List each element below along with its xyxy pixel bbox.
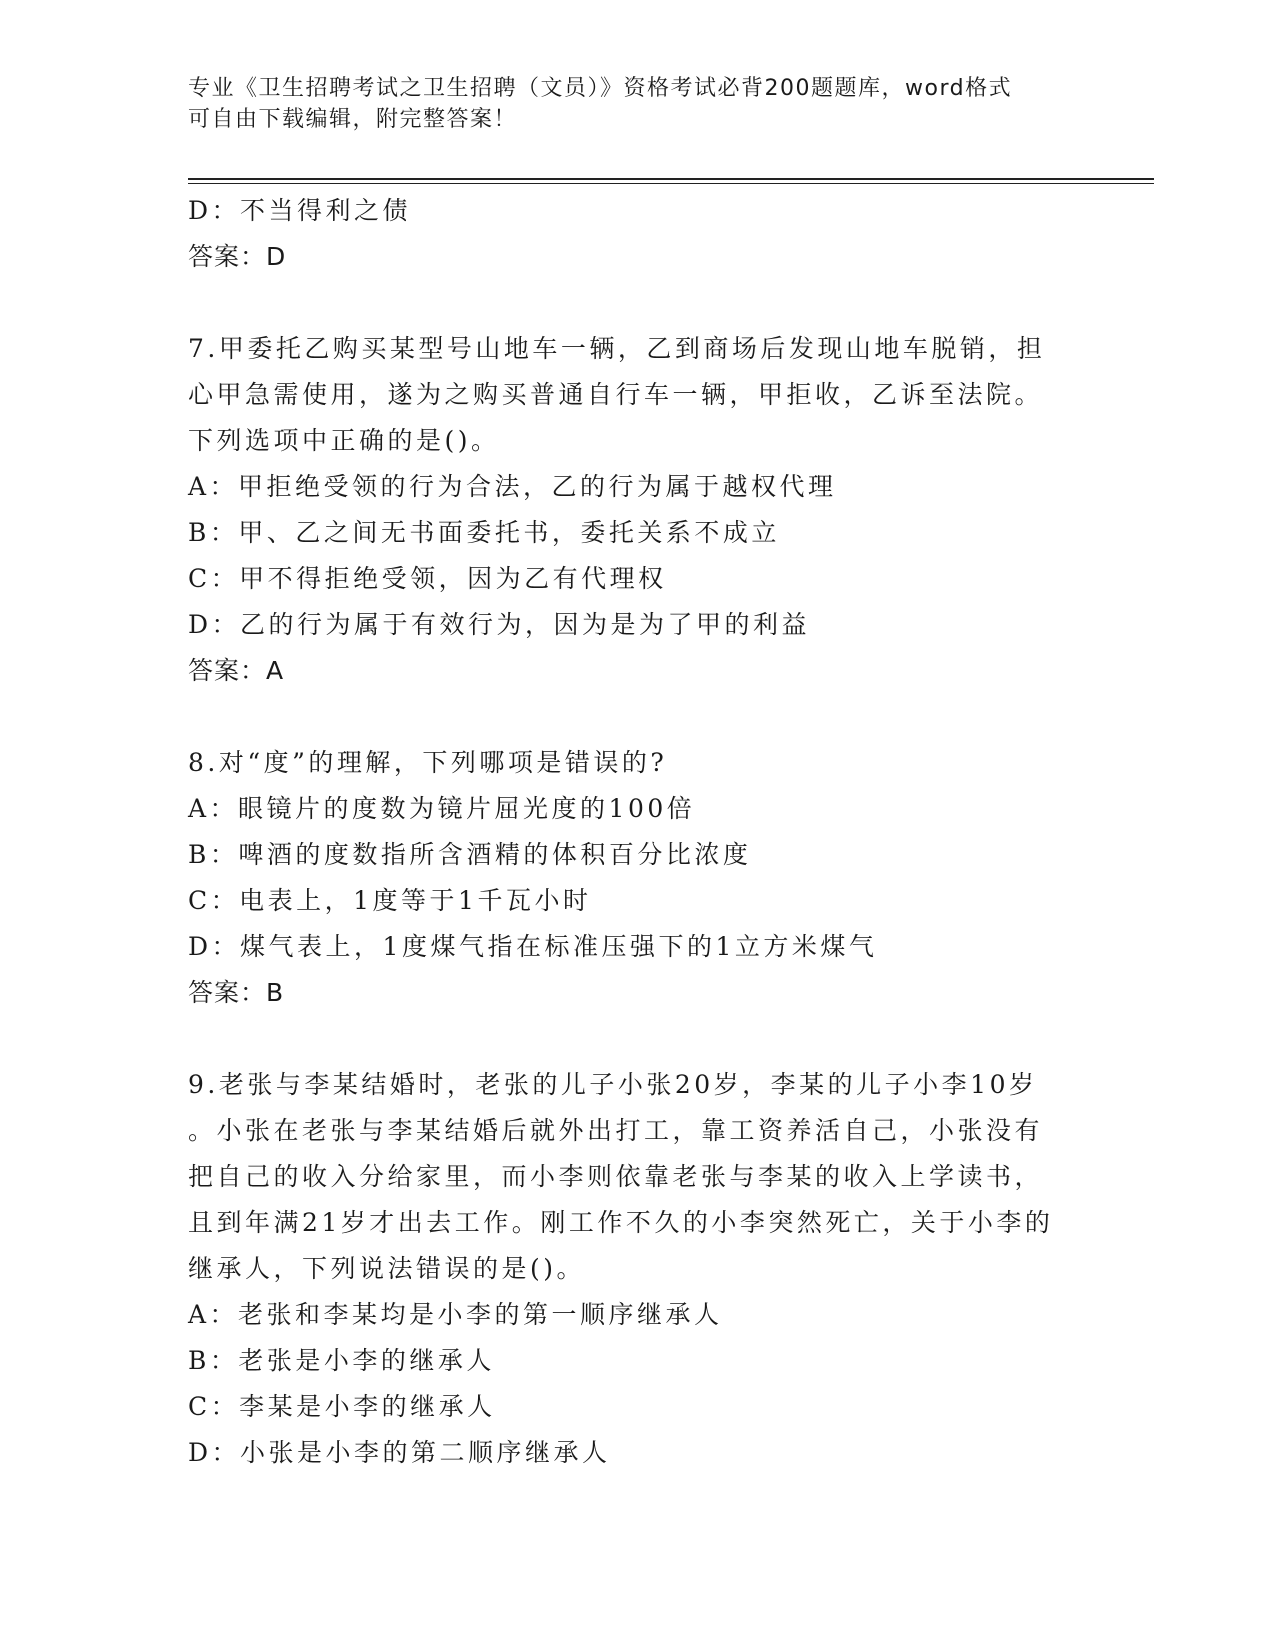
spacer <box>188 280 1088 326</box>
option-b: B：老张是小李的继承人 <box>188 1346 495 1375</box>
option-b: B：甲、乙之间无书面委托书，委托关系不成立 <box>188 518 780 547</box>
document-header <box>188 73 1088 135</box>
question-stem-line: 9.老张与李某结婚时，老张的儿子小张20岁，李某的儿子小李10岁 <box>188 1070 1038 1099</box>
question-9 <box>188 1062 1088 1476</box>
option-b: B：啤酒的度数指所含酒精的体积百分比浓度 <box>188 840 752 869</box>
option-d: D：乙的行为属于有效行为，因为是为了甲的利益 <box>188 610 811 639</box>
option-c: C：李某是小李的继承人 <box>188 1392 496 1421</box>
header-divider-thick <box>188 178 1154 180</box>
question-stem-line: 下列选项中正确的是()。 <box>188 426 500 455</box>
option-a: A：老张和李某均是小李的第一顺序继承人 <box>188 1300 723 1329</box>
question-stem-line: 继承人，下列说法错误的是()。 <box>188 1254 586 1283</box>
header-divider-thin <box>188 183 1154 184</box>
question-stem-line: 7.甲委托乙购买某型号山地车一辆，乙到商场后发现山地车脱销，担 <box>188 334 1046 363</box>
question-7 <box>188 326 1088 694</box>
question-stem-line: 把自己的收入分给家里，而小李则依靠老张与李某的收入上学读书， <box>188 1162 1044 1191</box>
option-a: A：甲拒绝受领的行为合法，乙的行为属于越权代理 <box>188 472 837 501</box>
option-a: A：眼镜片的度数为镜片屈光度的100倍 <box>188 794 696 823</box>
answer: 答案：A <box>188 656 285 685</box>
option-d: D：小张是小李的第二顺序继承人 <box>188 1438 611 1467</box>
header-line-2: 可自由下载编辑，附完整答案！ <box>188 107 518 132</box>
question-stem-line: 。小张在老张与李某结婚后就外出打工，靠工资养活自己，小张没有 <box>188 1116 1044 1145</box>
spacer <box>188 694 1088 740</box>
option-c: C：甲不得拒绝受领，因为乙有代理权 <box>188 564 667 593</box>
prev-answer: 答案：D <box>188 242 287 271</box>
prev-option-d: D：不当得利之债 <box>188 196 412 225</box>
option-c: C：电表上，1度等于1千瓦小时 <box>188 886 592 915</box>
question-stem-line: 心甲急需使用，遂为之购买普通自行车一辆，甲拒收，乙诉至法院。 <box>188 380 1044 409</box>
spacer <box>188 1016 1088 1062</box>
question-content <box>188 188 1088 1476</box>
option-d: D：煤气表上，1度煤气指在标准压强下的1立方米煤气 <box>188 932 878 961</box>
question-stem-line: 且到年满21岁才出去工作。刚工作不久的小李突然死亡，关于小李的 <box>188 1208 1054 1237</box>
answer: 答案：B <box>188 978 285 1007</box>
question-8 <box>188 740 1088 1016</box>
header-line-1: 专业《卫生招聘考试之卫生招聘（文员）》资格考试必背200题题库，word格式 <box>188 76 1013 101</box>
question-stem-line: 8.对“度”的理解，下列哪项是错误的? <box>188 748 668 777</box>
